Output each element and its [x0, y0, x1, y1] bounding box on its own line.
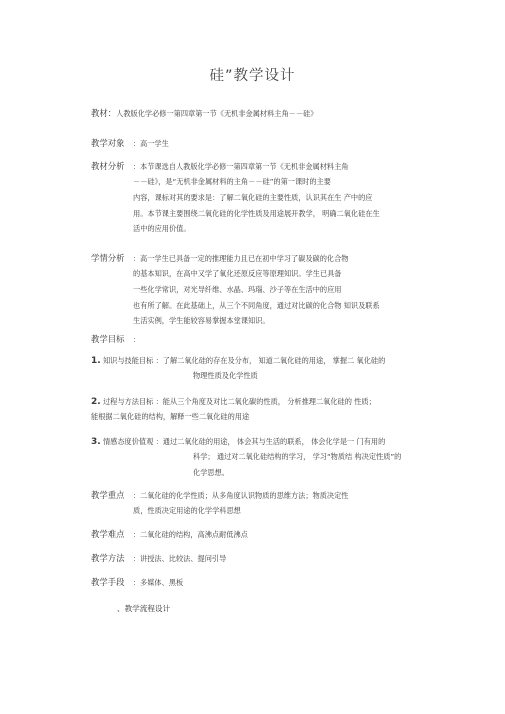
fenxi-line-4: 活中的应用价值。	[133, 224, 191, 233]
mubiao-item-2-line-0: 过程与方法目标 ：能从三个角度及对比二氧化碳的性质， 分析推理二氧化硅的 性质；	[102, 397, 376, 406]
mubiao-label: 教学目标	[91, 334, 125, 344]
mubiao-sep: ：	[132, 335, 140, 344]
fenxi-sep: ：	[132, 162, 140, 171]
nandian-row	[91, 529, 248, 540]
fangfa-label: 教学方法	[91, 553, 125, 563]
fangfa-sep: ：	[132, 554, 140, 563]
fenxi-label-row	[91, 161, 348, 172]
jiaocai-text: 人教版化学必修一第四章第一节《无机非金属材料主角－－硅》	[116, 109, 318, 118]
duixiang-text: 高一学生	[140, 139, 169, 148]
nandian-text: 二氧化硅的结构，高沸点耐低沸点	[140, 530, 248, 539]
mubiao-item-3	[91, 437, 385, 447]
xueqing-line-0: 高一学生已具备一定的推理能力且已在初中学习了碳及碳的化合物	[140, 254, 349, 263]
zhongdian-line-1: 质，性质决定用途的化学学科思想	[133, 506, 241, 515]
jiaocai-row	[91, 108, 317, 119]
zhongdian-row	[91, 490, 348, 501]
xueqing-line-3: 也有所了解。在此基础上，从三个不同角度，通过对比碳的化合物 知识及联系	[133, 301, 380, 310]
xueqing-label-row	[91, 253, 348, 264]
zhongdian-line-0: 二氧化硅的化学性质；从多角度认识物质的思维方法；物质决定性	[140, 491, 349, 500]
mubiao-item-1	[91, 356, 385, 366]
mubiao-item-2-line-1: 能根据二氧化硅的结构，解释一些二氧化硅的用途	[91, 412, 250, 421]
mubiao-item-3-line-2: 化学思想。	[193, 468, 229, 477]
xueqing-label: 学情分析	[91, 253, 125, 263]
mubiao-item-3-num: 3.	[91, 437, 101, 447]
shouduan-label: 教学手段	[91, 577, 125, 587]
mubiao-item-3-line-1: 科学； 通过对二氧化硅结构的学习， 学习“物质结 构决定性质”的	[193, 452, 402, 461]
shouduan-row	[91, 577, 183, 588]
mubiao-item-1-num: 1.	[91, 356, 101, 366]
duixiang-label: 教学对象	[91, 138, 125, 148]
nandian-label: 教学难点	[91, 529, 125, 539]
fenxi-label: 教材分析	[91, 161, 125, 171]
liucheng-heading: 、教学流程设计	[117, 604, 171, 613]
duixiang-sep: ：	[132, 139, 140, 148]
document-title: 硅”教学设计	[209, 68, 296, 84]
mubiao-item-1-line-1: 物理性质及化学性质	[193, 371, 258, 380]
duixiang-row	[91, 138, 169, 149]
shouduan-sep: ：	[132, 578, 140, 587]
xueqing-sep: ：	[132, 254, 140, 263]
mubiao-item-1-line-0: 知识与技能目标 ：了解二氧化硅的存在及分布， 知道二氧化硅的用途， 掌握二 氧化硅的	[102, 356, 386, 365]
fenxi-line-0: 本节课选自人教版化学必修一第四章第一节《无机非金属材料主角	[140, 162, 349, 171]
fenxi-line-3: 用。本节课主要围绕二氧化硅的化学性质及用途展开教学， 明确二氧化硅在生	[133, 209, 380, 218]
mubiao-item-2	[91, 397, 376, 407]
zhongdian-sep: ：	[132, 491, 140, 500]
fangfa-row	[91, 553, 226, 564]
xueqing-line-1: 的基本知识，在高中又学了氧化还原反应等原理知识。学生已具备	[133, 269, 342, 278]
zhongdian-label: 教学重点	[91, 490, 125, 500]
mubiao-item-2-num: 2.	[91, 397, 101, 407]
fenxi-line-2: 内容，课标对其的要求是：了解二氧化硅的主要性质，认识其在生 产中的应	[133, 193, 373, 202]
nandian-sep: ：	[132, 530, 140, 539]
mubiao-item-3-line-0: 情感态度价值观 ：通过二氧化硅的用途， 体会其与生活的联系， 体会化学是一 门有用的	[102, 437, 386, 446]
xueqing-line-2: 一些化学常识，对光导纤维、水晶、玛瑙、沙子等在生活中的应用	[133, 285, 342, 294]
shouduan-text: 多媒体、黑板	[140, 578, 184, 587]
jiaocai-label: 教材：	[91, 108, 117, 118]
xueqing-line-4: 生活实例，学生能较容易掌握本堂课知识。	[133, 316, 270, 325]
fangfa-text: 讲授法、比较法、提问引导	[140, 554, 227, 563]
fenxi-line-1: －－硅》，是“无机非金属材料的主角－－硅”的第一课时的主要	[133, 177, 331, 186]
mubiao-row	[91, 334, 140, 345]
